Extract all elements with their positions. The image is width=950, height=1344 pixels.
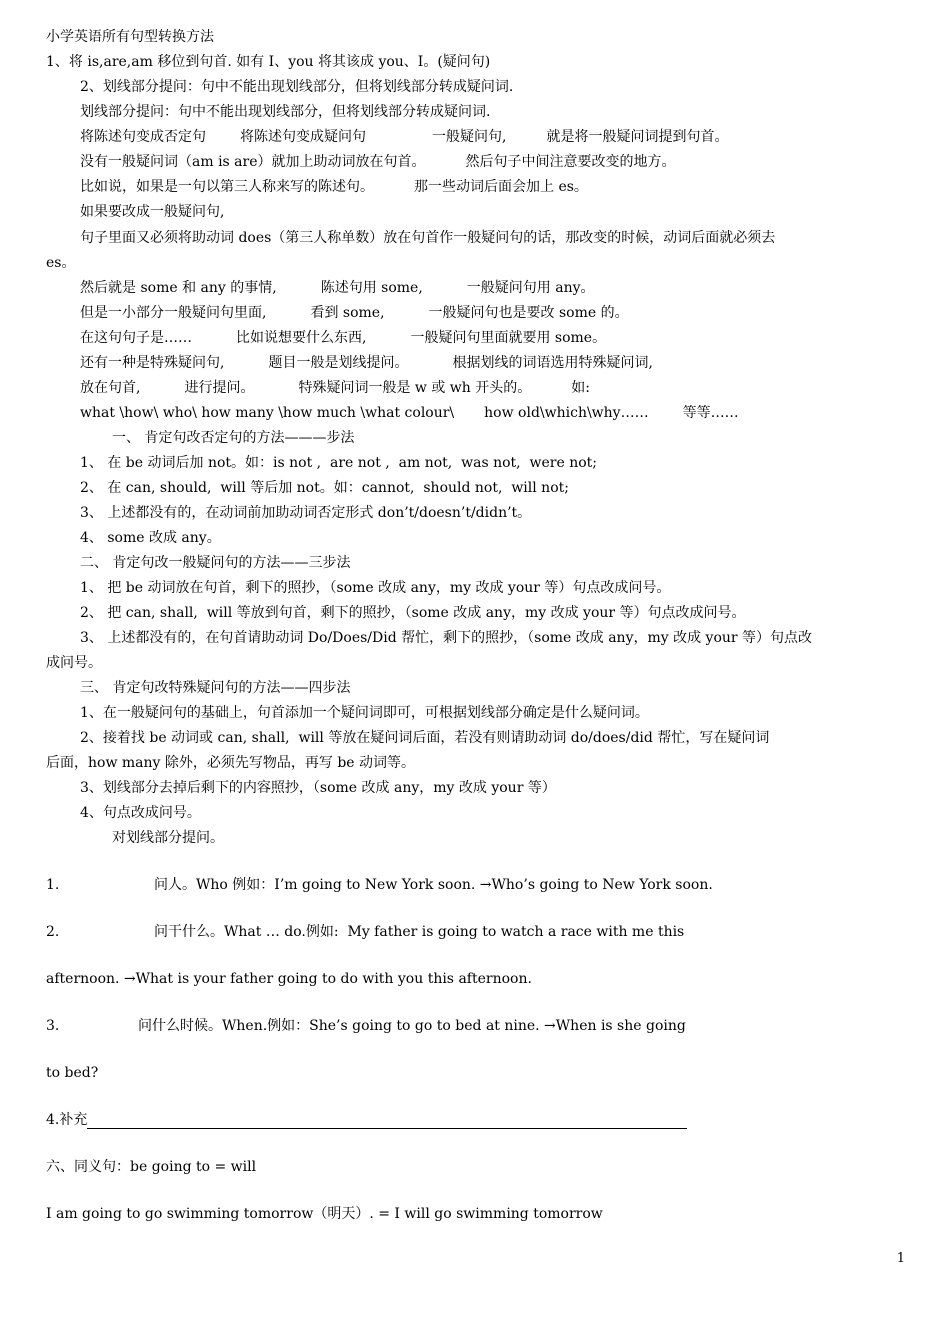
paragraph-line: what \how\ who\ how many \how much \what colour\ how old\which\why…… 等等……	[80, 405, 739, 421]
paragraph-line: 放在句首, 进行提问。 特殊疑问词一般是 w 或 wh 开头的。 如:	[80, 380, 590, 396]
rule-1: 1、将 is,are,am 移位到句首. 如有 I、you 将其该成 you、I。(疑问句)	[46, 54, 491, 70]
paragraph-line: 没有一般疑问词（am is are）就加上助动词放在句首。 然后句子中间注意要改变的地方。	[80, 154, 676, 170]
example-sentence: I am going to go swimming tomorrow（明天）. = I will go swimming tomorrow	[46, 1206, 603, 1222]
subheading: 对划线部分提问。	[112, 830, 224, 846]
section-heading-2: 二、 肯定句改一般疑问句的方法——三步法	[80, 555, 351, 571]
question-type-when: 问什么时候。When.例如：She’s going to go to bed at nine. →When is she going	[138, 1018, 686, 1034]
list-item: 2、 在 can, should, will 等后加 not。如：cannot, should not, will not;	[80, 480, 569, 496]
question-type-who: 问人。Who 例如：I’m going to New York soon. →Who’s going to New York soon.	[154, 877, 713, 893]
section-heading-6: 六、同义句：be going to = will	[46, 1159, 257, 1175]
list-item: 2、 把 can, shall, will 等放到句首，剩下的照抄，（some 改成 any，my 改成 your 等）句点改成问号。	[80, 605, 746, 621]
question-type-number: 3.	[46, 1018, 60, 1034]
question-type-number: 1.	[46, 877, 60, 893]
paragraph-line: 在这句句子是…… 比如说想要什么东西, 一般疑问句里面就要用 some。	[80, 330, 607, 346]
list-item: 4、句点改成问号。	[80, 805, 201, 821]
paragraph-line: 但是一小部分一般疑问句里面, 看到 some, 一般疑问句也是要改 some 的。	[80, 305, 629, 321]
list-item: 1、 把 be 动词放在句首，剩下的照抄，（some 改成 any，my 改成 your 等）句点改成问号。	[80, 580, 671, 596]
section-heading-3: 三、 肯定句改特殊疑问句的方法——四步法	[80, 680, 351, 696]
question-type-what: 问干什么。What … do.例如: My father is going to watch a race with me this	[154, 924, 685, 940]
list-item: 1、在一般疑问句的基础上，句首添加一个疑问词即可，可根据划线部分确定是什么疑问词。	[80, 705, 649, 721]
paragraph-line: 然后就是 some 和 any 的事情, 陈述句用 some, 一般疑问句用 any。	[80, 280, 595, 296]
list-item: 2、接着找 be 动词或 can, shall, will 等放在疑问词后面，若没有则请助动词 do/does/did 帮忙，写在疑问词	[80, 730, 770, 746]
supplement-line: 4.补充	[46, 1111, 687, 1129]
list-item: 3、 上述都没有的，在句首请助动词 Do/Does/Did 帮忙，剩下的照抄，（some 改成 any，my 改成 your 等）句点改	[80, 630, 813, 646]
page-number: 1	[896, 1251, 905, 1266]
list-item: 3、 上述都没有的，在动词前加助动词否定形式 don’t/doesn’t/didn’t。	[80, 505, 532, 521]
blank-underline	[87, 1114, 687, 1129]
list-item: 成问号。	[46, 655, 102, 671]
paragraph-line: 如果要改成一般疑问句,	[80, 204, 225, 220]
question-type-what-cont: afternoon. →What is your father going to do with you this afternoon.	[46, 971, 532, 987]
question-type-when-cont: to bed?	[46, 1065, 99, 1081]
section-heading-1: 一、 肯定句改否定句的方法———步法	[112, 430, 355, 446]
paragraph-line: 比如说，如果是一句以第三人称来写的陈述句。 那一些动词后面会加上 es。	[80, 179, 588, 195]
question-type-number: 2.	[46, 924, 60, 940]
paragraph-line: 将陈述句变成否定句 将陈述句变成疑问句 一般疑问句, 就是将一般疑问词提到句首。	[80, 129, 729, 145]
list-item: 4、 some 改成 any。	[80, 530, 221, 546]
list-item: 3、划线部分去掉后剩下的内容照抄，（some 改成 any，my 改成 your 等）	[80, 780, 556, 796]
rule-2-repeat: 划线部分提问：句中不能出现划线部分，但将划线部分转成疑问词.	[80, 104, 491, 120]
page-title: 小学英语所有句型转换方法	[46, 29, 214, 45]
list-item: 后面，how many 除外，必须先写物品，再写 be 动词等。	[46, 755, 416, 771]
list-item: 1、 在 be 动词后加 not。如：is not , are not , am not, was not, were not;	[80, 455, 598, 471]
paragraph-line: 句子里面又必须将助动词 does（第三人称单数）放在句首作一般疑问句的话，那改变的时候，动词后面就必须去	[80, 230, 776, 246]
paragraph-line: es。	[46, 255, 76, 271]
rule-2: 2、划线部分提问：句中不能出现划线部分，但将划线部分转成疑问词.	[80, 79, 514, 95]
paragraph-line: 还有一种是特殊疑问句, 题目一般是划线提问。 根据划线的词语选用特殊疑问词,	[80, 355, 653, 371]
